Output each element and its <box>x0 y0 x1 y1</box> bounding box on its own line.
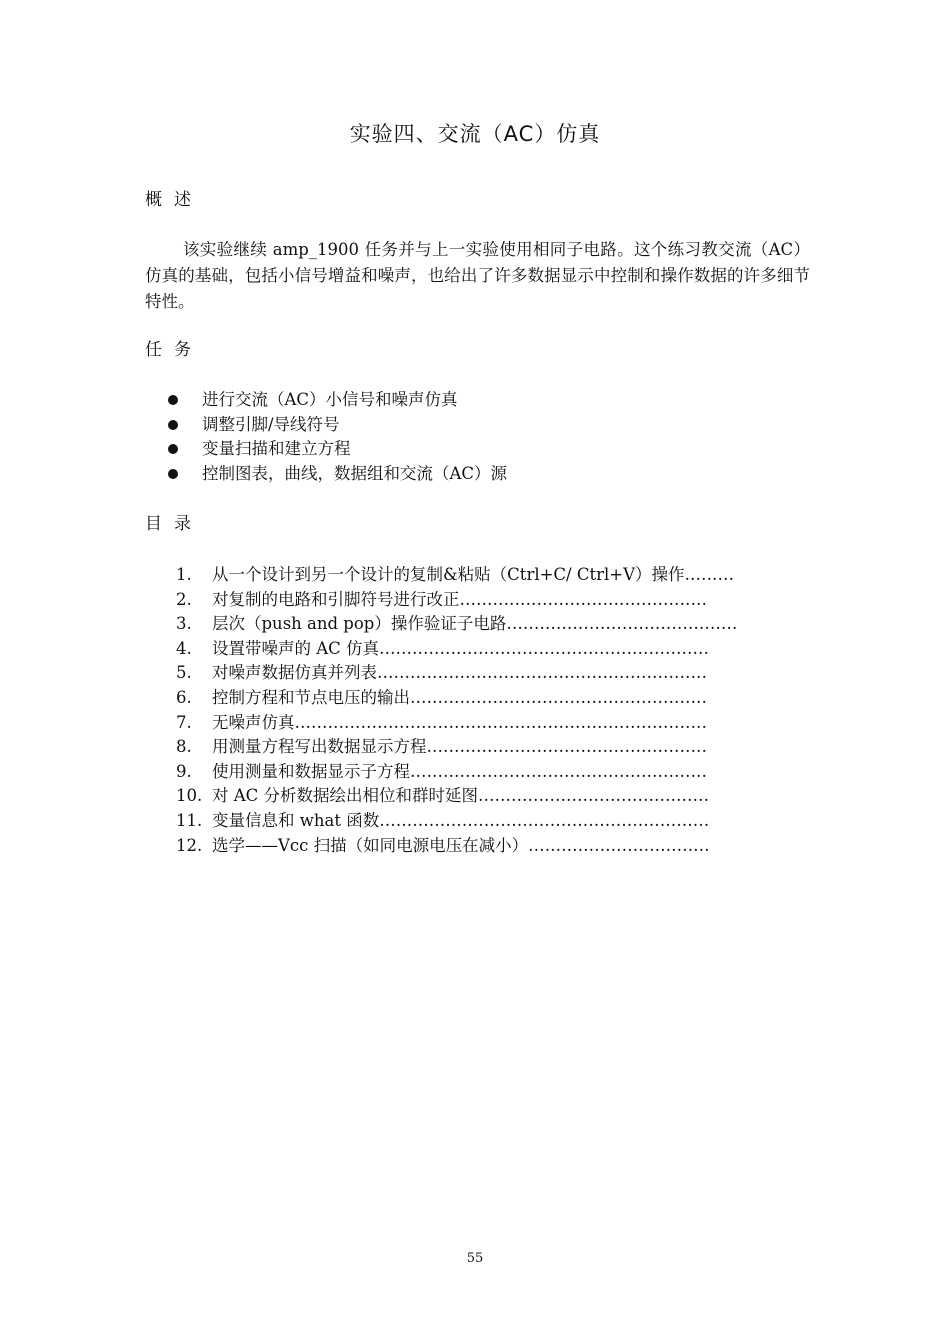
toc-item-number: 1. <box>176 565 192 584</box>
toc-item <box>176 735 737 760</box>
page-number: 55 <box>466 1251 484 1266</box>
toc-item <box>176 784 737 809</box>
toc-item-number: 5. <box>176 663 192 683</box>
toc-item <box>176 809 737 834</box>
toc-item-number: 2. <box>176 589 192 609</box>
toc-item <box>176 588 737 613</box>
toc-item-number: 3. <box>176 614 192 634</box>
toc-item-text: 控制方程和节点电压的输出……………………………………………… <box>212 687 707 707</box>
toc-item <box>176 612 737 637</box>
toc-item-text: 对 AC 分析数据绘出相位和群时延图…………………………………… <box>212 786 710 806</box>
document-title: 实验四、交流（AC）仿真 <box>349 122 601 146</box>
toc-item-text: 使用测量和数据显示子方程……………………………………………… <box>212 761 707 781</box>
toc-item-text: 层次（push and pop）操作验证子电路…………………………………… <box>212 614 738 634</box>
toc-item-text: 无噪声仿真………………………………………………………………… <box>212 712 707 732</box>
task-item <box>168 413 507 438</box>
task-item <box>168 437 507 462</box>
contents-heading: 目录 <box>145 514 203 534</box>
toc-item-number: 10. <box>176 786 203 806</box>
toc-item-number: 8. <box>176 737 192 757</box>
toc-item <box>176 563 737 588</box>
toc-item <box>176 760 737 785</box>
bullet-dot-icon <box>168 469 178 479</box>
toc-item <box>176 834 737 859</box>
toc-item-number: 12. <box>176 835 203 855</box>
bullet-dot-icon <box>168 395 178 405</box>
toc-item-text: 设置带噪声的 AC 仿真…………………………………………………… <box>212 638 710 658</box>
toc-item-text: 变量信息和 what 函数…………………………………………………… <box>212 810 710 830</box>
toc-item-number: 9. <box>176 761 192 781</box>
toc-item <box>176 637 737 662</box>
bullet-dot-icon <box>168 444 178 454</box>
overview-heading: 概述 <box>145 190 203 210</box>
bullet-dot-icon <box>168 420 178 430</box>
task-item-text: 调整引脚/导线符号 <box>202 414 340 434</box>
tasks-heading: 任务 <box>145 340 203 360</box>
toc-item-number: 6. <box>176 687 192 707</box>
overview-paragraph: 该实验继续 amp_1900 任务并与上一实验使用相同子电路。这个练习教交流（AC）仿真的基础，包括小信号增益和噪声，也给出了许多数据显示中控制和操作数据的许多细节特性。 <box>145 240 810 311</box>
task-item-text: 变量扫描和建立方程 <box>202 439 351 458</box>
toc-item <box>176 711 737 736</box>
toc-item <box>176 661 737 686</box>
toc-item-number: 7. <box>176 712 192 732</box>
toc-item-number: 4. <box>176 638 192 658</box>
task-list <box>168 388 507 486</box>
task-item <box>168 388 507 413</box>
task-item <box>168 462 507 487</box>
toc-item-number: 11. <box>176 810 203 830</box>
toc-item-text: 用测量方程写出数据显示方程…………………………………………… <box>212 737 707 757</box>
toc-item <box>176 686 737 711</box>
toc-item-text: 选学——Vcc 扫描（如同电源电压在减小）…………………………… <box>212 835 710 855</box>
task-item-text: 进行交流（AC）小信号和噪声仿真 <box>202 390 458 409</box>
task-item-text: 控制图表，曲线，数据组和交流（AC）源 <box>202 463 508 483</box>
table-of-contents <box>176 563 737 858</box>
toc-item-text: 对噪声数据仿真并列表…………………………………………………… <box>212 663 707 683</box>
toc-item-text: 对复制的电路和引脚符号进行改正……………………………………… <box>212 589 707 609</box>
toc-item-text: 从一个设计到另一个设计的复制&粘贴（Ctrl+C/ Ctrl+V）操作……… <box>212 565 735 584</box>
